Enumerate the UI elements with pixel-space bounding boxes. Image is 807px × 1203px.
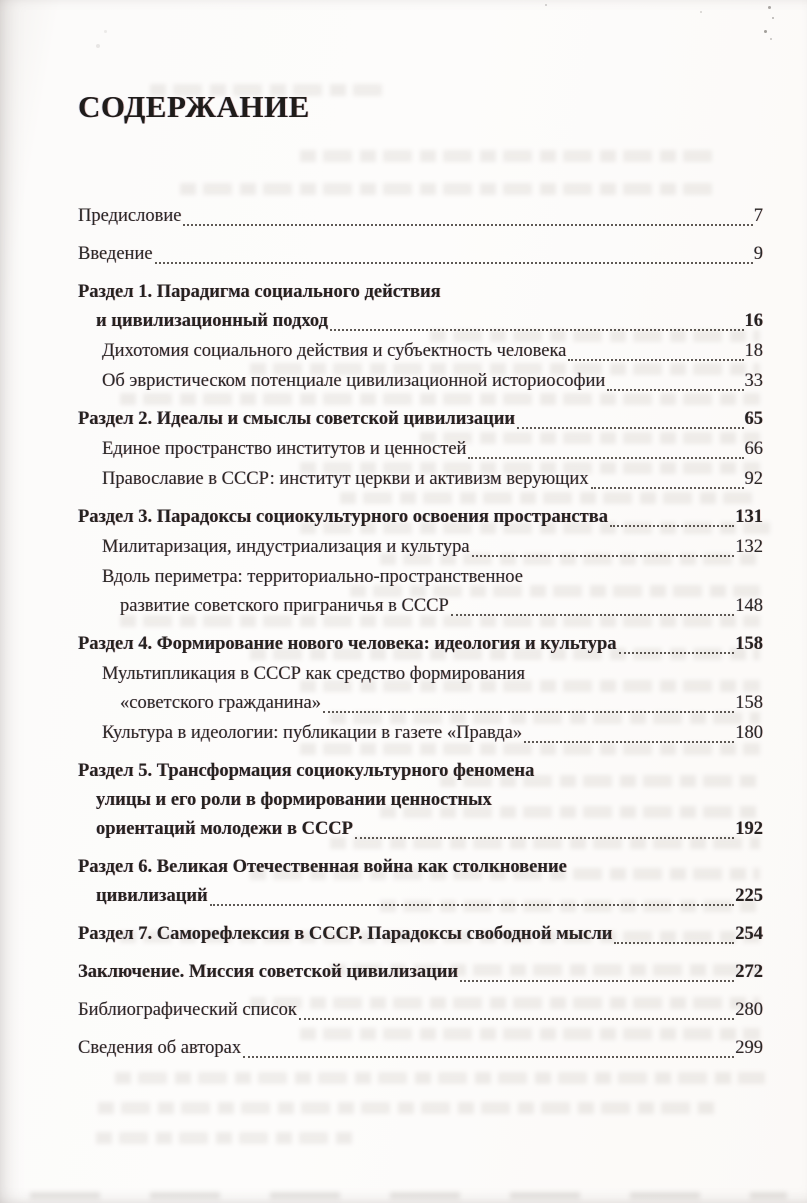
toc-entry (78, 757, 763, 844)
toc-entry (78, 503, 763, 532)
dot-leader (330, 329, 744, 331)
toc-page-number: 65 (744, 409, 763, 429)
toc-entry-text: Милитаризация, индустриализация и культура (102, 537, 470, 557)
toc-entry (78, 240, 763, 269)
bleed-through-line (115, 1072, 765, 1084)
toc-entry-text: Раздел 7. Саморефлексия в СССР. Парадоксы свободной мысли (78, 924, 613, 944)
toc-entry-text: Мультипликация в СССР как средство формирования (102, 664, 526, 684)
dot-leader (155, 262, 753, 264)
dot-leader (210, 904, 735, 906)
toc-entry-text: Культура в идеологии: публикации в газете «Правда» (102, 723, 523, 743)
toc-entry-text: ориентаций молодежи в СССР (96, 819, 353, 839)
toc-entry (78, 563, 763, 621)
toc-entry-row (78, 719, 763, 748)
toc-page-number: 254 (735, 924, 763, 944)
dot-leader (468, 457, 743, 459)
dot-leader (524, 741, 734, 743)
scan-speck (764, 30, 767, 33)
dot-leader (610, 525, 734, 527)
toc-page-number: 272 (735, 962, 763, 982)
dot-leader (243, 1056, 734, 1058)
toc-page-number: 225 (735, 886, 763, 906)
toc-entry (78, 202, 763, 231)
toc-page-number: 132 (735, 537, 763, 557)
dot-leader (183, 224, 752, 226)
toc-page-number: 131 (735, 507, 763, 527)
scan-speck (104, 30, 107, 33)
toc-entry-text: и цивилизационный подход (96, 311, 328, 331)
scan-speck (768, 6, 771, 9)
toc-page-number: 16 (744, 311, 763, 331)
toc-entry-text: Предисловие (78, 206, 182, 226)
toc-entry-text: «советского гражданина» (120, 693, 321, 713)
scan-speck (770, 38, 772, 40)
toc-entry-row (78, 592, 763, 621)
toc-entry-text: Раздел 3. Парадоксы социокультурного освоения пространства (78, 507, 608, 527)
toc-page-number: 18 (744, 341, 763, 361)
dot-leader (607, 389, 743, 391)
toc-entry-row (78, 405, 763, 434)
toc-entry-text: Единое пространство институтов и ценностей (102, 439, 467, 459)
toc-entry (78, 405, 763, 434)
toc-page-number: 158 (735, 693, 763, 713)
dot-leader (472, 555, 735, 557)
toc-entry (78, 533, 763, 562)
toc-entry (78, 630, 763, 659)
toc-entry-row (78, 533, 763, 562)
toc-entry-text: Введение (78, 244, 153, 264)
toc-entry-text: Вдоль периметра: территориально-пространственное (102, 567, 523, 587)
toc-entry-row (78, 503, 763, 532)
toc-entry-text: цивилизаций (96, 886, 208, 906)
toc-entry-row (78, 435, 763, 464)
toc-entry (78, 435, 763, 464)
dot-leader (299, 1018, 734, 1020)
toc-entry-text: Православие в СССР: институт церкви и активизм верующих (102, 469, 589, 489)
scan-speck (96, 44, 100, 48)
scan-speck (545, 4, 547, 6)
dot-leader (591, 487, 744, 489)
toc-entry-text: улицы и его роли в формировании ценностных (96, 790, 492, 810)
toc-entry (78, 958, 763, 987)
toc-page-number: 148 (735, 596, 763, 616)
scan-edge-shadow (30, 1192, 787, 1199)
toc-entry-row (78, 465, 763, 494)
toc-page-number: 280 (735, 1000, 763, 1020)
toc-entry-row (78, 367, 763, 396)
toc-entry (78, 1034, 763, 1063)
toc-entry-text: Дихотомия социального действия и субъектность человека (102, 341, 567, 361)
bleed-through-line (98, 1102, 718, 1114)
dot-leader (460, 980, 734, 982)
scan-speck (772, 17, 774, 19)
toc-entry (78, 337, 763, 366)
toc-entry-row (78, 202, 763, 231)
toc-page-number: 66 (744, 439, 763, 459)
toc-entry-row (78, 920, 763, 949)
toc-entry-row (78, 815, 763, 844)
toc-entry-text: Сведения об авторах (78, 1038, 242, 1058)
toc-page-number: 192 (735, 819, 763, 839)
dot-leader (323, 711, 734, 713)
toc-entry (78, 853, 763, 911)
dot-leader (517, 427, 743, 429)
toc-entry (78, 367, 763, 396)
toc-entry-text: Заключение. Миссия советской цивилизации (78, 962, 459, 982)
toc-list (78, 202, 763, 1063)
toc-entry-text: Раздел 5. Трансформация социокультурного феномена (78, 761, 535, 781)
toc-entry (78, 465, 763, 494)
toc-entry-row (78, 240, 763, 269)
toc-page-number: 7 (753, 206, 763, 226)
toc-page-number: 92 (744, 469, 763, 489)
page-content (78, 88, 763, 1063)
toc-entry-row (78, 630, 763, 659)
toc-entry-text: Раздел 1. Парадигма социального действия (78, 282, 441, 302)
toc-entry-text: развитие советского приграничья в СССР (120, 596, 449, 616)
toc-entry-text: Библиографический список (78, 1000, 297, 1020)
toc-entry-text: Раздел 4. Формирование нового человека: идеология и культура (78, 634, 617, 654)
dot-leader (451, 614, 734, 616)
toc-entry (78, 920, 763, 949)
toc-entry (78, 996, 763, 1025)
toc-entry (78, 660, 763, 718)
page-title: СОДЕРЖАНИЕ (78, 89, 310, 124)
toc-entry-text: Раздел 2. Идеалы и смыслы советской цивилизации (78, 409, 516, 429)
scan-speck (700, 11, 702, 13)
toc-entry-row (78, 337, 763, 366)
toc-entry-text: Об эвристическом потенциале цивилизационной историософии (102, 371, 606, 391)
dot-leader (614, 942, 734, 944)
toc-page-number: 33 (744, 371, 763, 391)
toc-entry (78, 719, 763, 748)
toc-entry-row (78, 1034, 763, 1063)
toc-entry-row (78, 689, 763, 718)
toc-page-number: 299 (735, 1038, 763, 1058)
toc-page-number: 9 (753, 244, 763, 264)
dot-leader (619, 652, 735, 654)
toc-page-number: 180 (735, 723, 763, 743)
toc-entry-row (78, 882, 763, 911)
bleed-through-line (96, 1132, 356, 1144)
toc-entry (78, 278, 763, 336)
toc-entry-row (78, 958, 763, 987)
toc-page-number: 158 (735, 634, 763, 654)
toc-entry-row (78, 996, 763, 1025)
toc-entry-text: Раздел 6. Великая Отечественная война как столкновение (78, 857, 567, 877)
dot-leader (568, 359, 743, 361)
toc-entry-row (78, 307, 763, 336)
dot-leader (355, 837, 734, 839)
